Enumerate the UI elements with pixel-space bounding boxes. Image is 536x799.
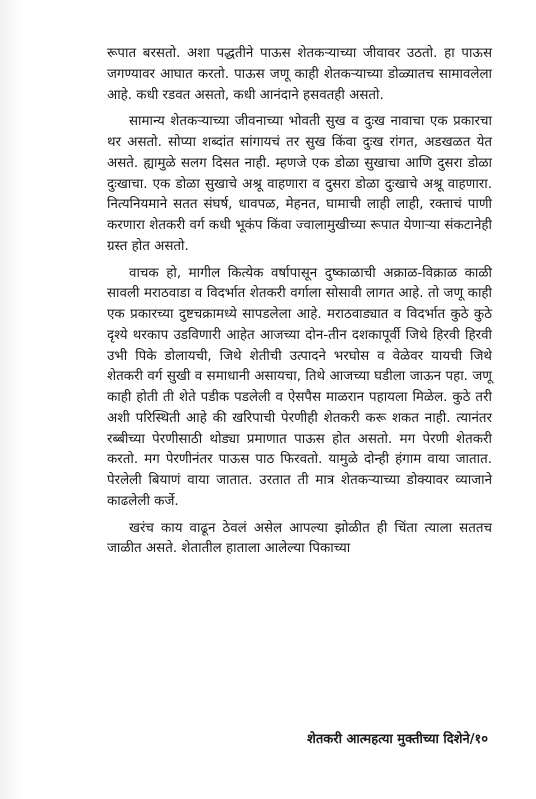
running-footer-page-number: शेतकरी आत्महत्या मुक्तीच्या दिशेने/१० <box>307 732 488 747</box>
paragraph-continuation: रूपात बरसतो. अशा पद्धतीने पाऊस शेतकऱ्याच्या जीवावर उठतो. हा पाऊस जगण्यावर आघात करतो. पाऊस जणू काही शेतकऱ्याच्या डोळ्यातच सामावलेला आहे. कधी रडवत असतो, कधी आनंदाने हसवतही असतो. <box>107 46 492 103</box>
paragraph-worry: खरंच काय वाढून ठेवलं असेल आपल्या झोळीत ही चिंता त्याला सततच जाळीत असते. शेतातील हाताला आलेल्या पिकाच्या <box>107 520 492 557</box>
paragraph-drought: वाचक हो, मागील कित्येक वर्षापासून दुष्काळाची अक्राळ-विक्राळ काळी सावली मराठवाडा व विदर्भात शेतकरी वर्गाला सोसावी लागत आहे. तो जणू काही एक प्रकारच्या दुष्टचक्रामध्ये सापडलेला आहे. मराठवाड्यात व विदर्भात कुठे कुठे दृश्ये थरकाप उडविणारी आहेत आजच्या दोन-तीन दशकापूर्वी जिथे हिरवी हिरवी उभी पिके डोलायची, जिथे शेतीची उत्पादने भरघोस व वेळेवर यायची जिथे शेतकरी वर्ग सुखी व समाधानी असायचा, तिथे आजच्या घडीला जाऊन पहा. जणू काही होती ती शेते पडीक पडलेली व ऐसपैस माळरान पहायला मिळेल. कुठे तरी अशी परिस्थिती आहे की खरिपाची पेरणीही शेतकरी करू शकत नाही. त्यानंतर रब्बीच्या पेरणीसाठी थोड्या प्रमाणात पाऊस होत असतो. मग पेरणी शेतकरी करतो. मग पेरणीनंतर पाऊस पाठ फिरवतो. यामुळे दोन्ही हंगाम वाया जातात. पेरलेली बियाणं वाया जातात. उरतात ती मात्र शेतकऱ्याच्या डोक्यावर व्याजाने काढलेली कर्जे. <box>107 265 492 509</box>
paragraph-joys-sorrows: सामान्य शेतकऱ्याच्या जीवनाच्या भोवती सुख व दुःख नावाचा एक प्रकारचा थर असतो. सोप्या शब्दांत सांगायचं तर सुख किंवा दुःख रांगत, अडखळत येत असते. ह्यामुळे सलग दिसत नाही. म्हणजे एक डोळा सुखाचा आणि दुसरा डोळा दुःखाचा. एक डोळा सुखाचे अश्रू वाहणारा व दुसरा डोळा दुःखाचे अश्रू वाहणारा. नित्यनियमाने सतत संघर्ष, धावपळ, मेहनत, घामाची लाही लाही, रक्ताचं पाणी करणारा शेतकरी वर्ग कधी भूकंप किंवा ज्वालामुखीच्या रूपात येणाऱ्या संकटानेही ग्रस्त होत असतो. <box>107 114 492 254</box>
body-text <box>107 44 492 566</box>
scan-edge-shadow <box>0 0 24 799</box>
